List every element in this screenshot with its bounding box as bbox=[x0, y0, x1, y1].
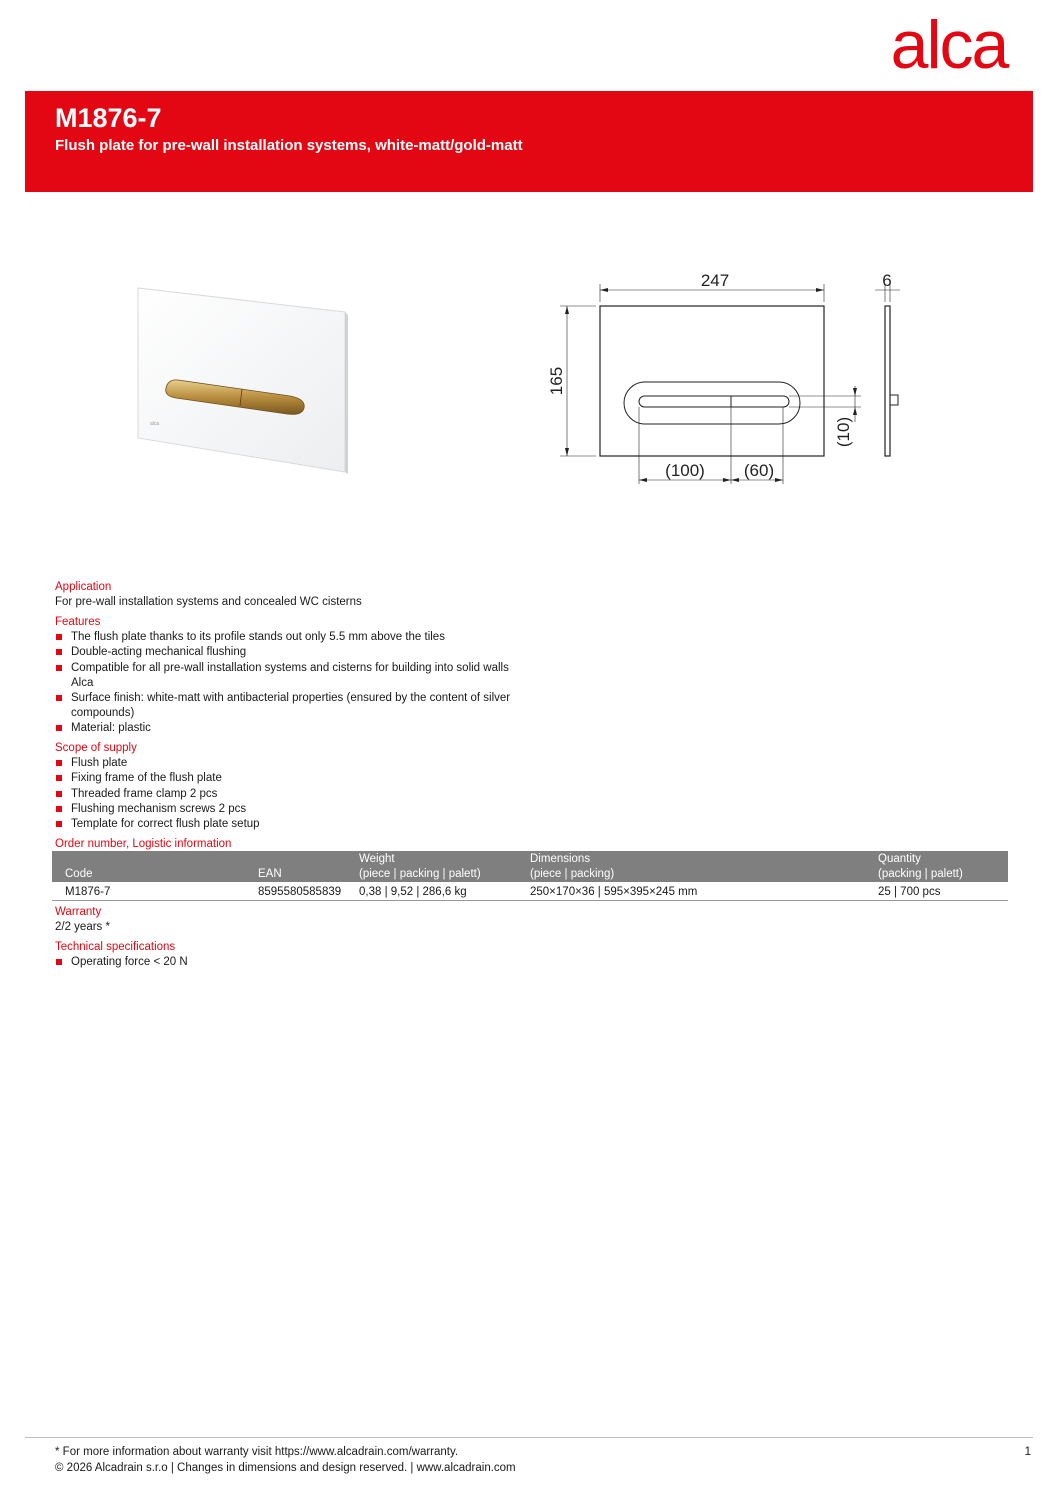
scope-list bbox=[55, 756, 511, 832]
list-item: Material: plastic bbox=[55, 721, 511, 736]
list-item: Template for correct flush plate setup bbox=[55, 817, 511, 832]
application-text: For pre-wall installation systems and concealed WC cisterns bbox=[55, 596, 362, 609]
cell-ean: 8595580585839 bbox=[254, 882, 355, 901]
table-row bbox=[52, 882, 1008, 901]
list-item: Double-acting mechanical flushing bbox=[55, 645, 511, 660]
footer-note: * For more information about warranty visit https://www.alcadrain.com/warranty. bbox=[55, 1446, 459, 1458]
list-item: Operating force < 20 N bbox=[55, 955, 511, 970]
plate-shape bbox=[138, 288, 345, 472]
warranty-heading: Warranty bbox=[55, 906, 102, 918]
scope-section bbox=[55, 741, 511, 832]
scope-heading: Scope of supply bbox=[55, 742, 137, 754]
logo-text: alca bbox=[890, 10, 1008, 80]
features-list bbox=[55, 630, 511, 736]
features-heading: Features bbox=[55, 616, 101, 628]
list-item: The flush plate thanks to its profile stands out only 5.5 mm above the tiles bbox=[55, 630, 511, 645]
footer-divider bbox=[25, 1437, 1033, 1438]
warranty-section bbox=[55, 905, 110, 935]
list-item: Threaded frame clamp 2 pcs bbox=[55, 787, 511, 802]
dim-height: 165 bbox=[547, 366, 566, 396]
cell-quantity: 25 | 700 pcs bbox=[874, 882, 1008, 901]
dim-right-button: (60) bbox=[743, 461, 775, 480]
cell-weight: 0,38 | 9,52 | 286,6 kg bbox=[355, 882, 526, 901]
dim-width: 247 bbox=[700, 271, 730, 290]
product-code: M1876-7 bbox=[55, 103, 162, 133]
tech-heading: Technical specifications bbox=[55, 941, 176, 953]
list-item: Surface finish: white-matt with antibacterial properties (ensured by the content of silver compounds) bbox=[55, 691, 511, 721]
col-header-quantity: Quantity (packing | palett) bbox=[874, 851, 1008, 882]
logistic-table bbox=[52, 851, 1008, 901]
product-subtitle: Flush plate for pre-wall installation systems, white-matt/gold-matt bbox=[55, 137, 523, 154]
cell-dimensions: 250×170×36 | 595×395×245 mm bbox=[526, 882, 874, 901]
tech-section bbox=[55, 940, 511, 970]
features-section bbox=[55, 615, 511, 737]
list-item: Compatible for all pre-wall installation systems and cisterns for building into solid walls Alca bbox=[55, 661, 511, 691]
application-section bbox=[55, 580, 362, 610]
page-number: 1 bbox=[1024, 1446, 1031, 1458]
dim-depth: 6 bbox=[882, 271, 892, 290]
alca-logo bbox=[864, 10, 1034, 80]
dim-button-height: (10) bbox=[834, 416, 853, 448]
list-item: Flush plate bbox=[55, 756, 511, 771]
product-photo bbox=[130, 280, 360, 480]
header-banner bbox=[25, 91, 1033, 192]
col-header-ean: EAN bbox=[254, 851, 355, 882]
technical-drawing bbox=[535, 262, 915, 502]
application-heading: Application bbox=[55, 581, 112, 593]
col-header-code: Code bbox=[52, 851, 254, 882]
dim-left-button: (100) bbox=[665, 461, 705, 480]
cell-code: M1876-7 bbox=[52, 882, 254, 901]
col-header-weight: Weight (piece | packing | palett) bbox=[355, 851, 526, 882]
tech-list bbox=[55, 955, 511, 970]
order-heading: Order number, Logistic information bbox=[55, 838, 232, 850]
col-header-dimensions: Dimensions (piece | packing) bbox=[526, 851, 874, 882]
list-item: Fixing frame of the flush plate bbox=[55, 771, 511, 786]
footer-copyright: © 2026 Alcadrain s.r.o | Changes in dimensions and design reserved. | www.alcadrain.com bbox=[55, 1462, 516, 1474]
warranty-text: 2/2 years * bbox=[55, 921, 110, 934]
plate-mark: alca bbox=[150, 421, 160, 427]
list-item: Flushing mechanism screws 2 pcs bbox=[55, 802, 511, 817]
